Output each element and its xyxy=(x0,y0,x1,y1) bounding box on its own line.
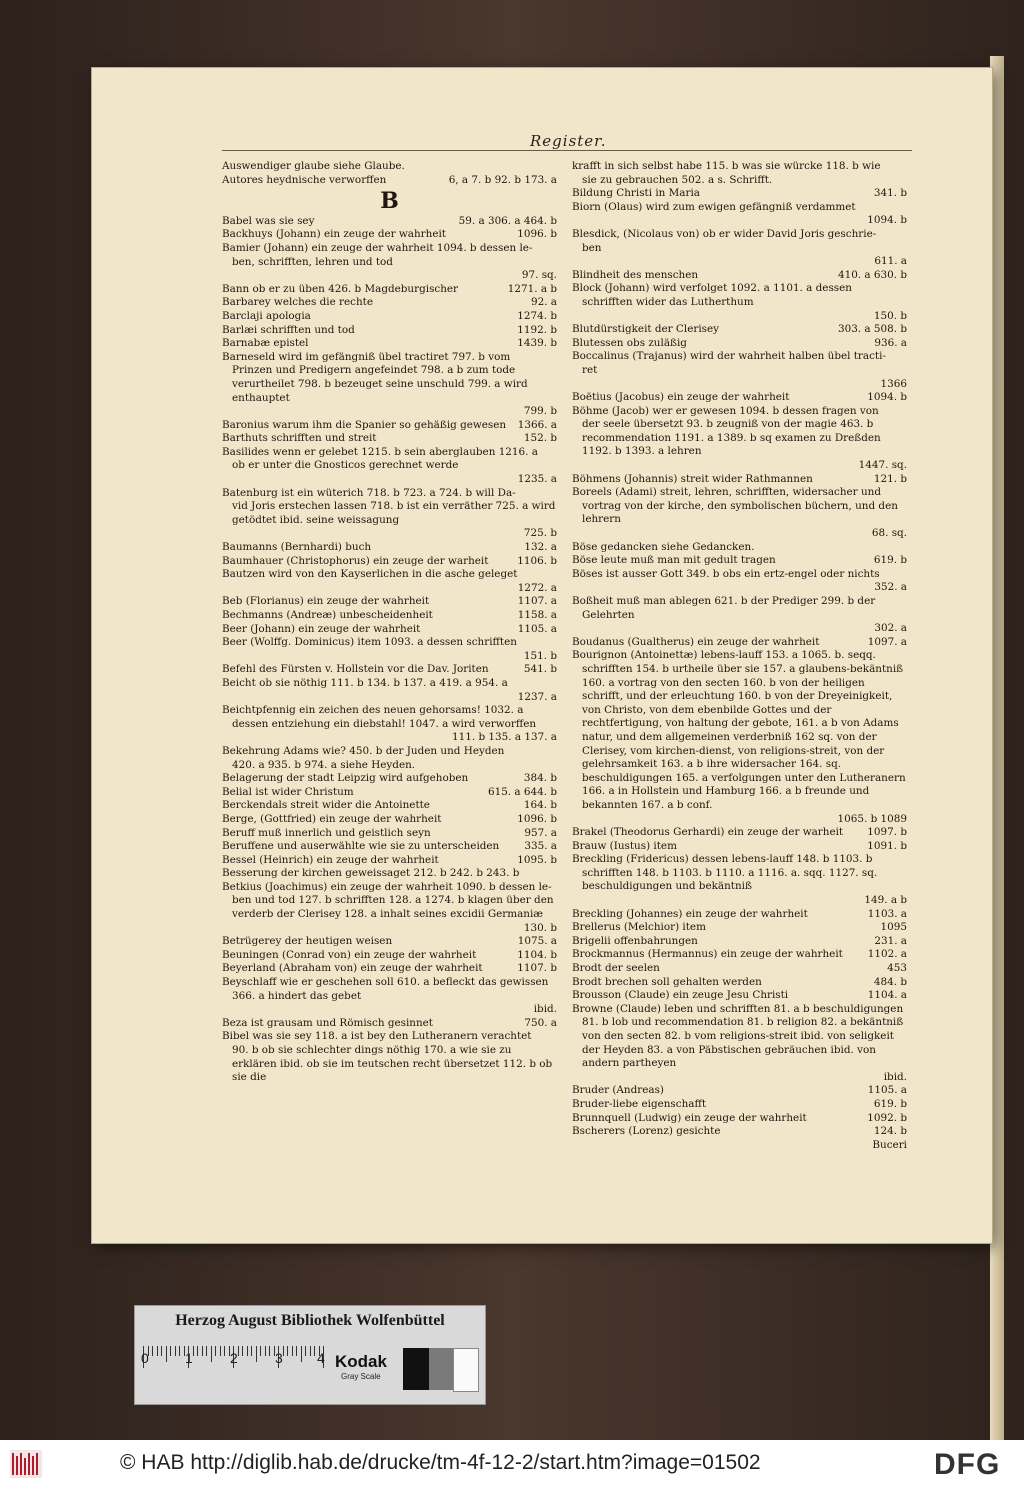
ruler-number: 0 xyxy=(141,1350,149,1366)
entry-continuation: vortrag von der kirche, den symbolischen büchern, und den lehrern xyxy=(582,499,898,526)
entry-pages: 384. b xyxy=(523,772,557,785)
entry-pages: 1235. a xyxy=(517,473,557,486)
entry-pages: 725. b xyxy=(523,527,557,540)
index-entry xyxy=(222,337,557,351)
index-entry xyxy=(222,976,557,1017)
index-entry xyxy=(222,351,557,419)
index-entry xyxy=(222,324,557,338)
entry-pages: 1095. b xyxy=(517,853,557,866)
source-caption: © HAB http://diglib.hab.de/drucke/tm-4f-12-2/start.htm?image=01502 xyxy=(120,1451,761,1474)
entry-pages: 132. a xyxy=(524,541,557,554)
entry-text: Blesdick, (Nicolaus von) ob er wider David Joris geschrie- xyxy=(572,227,877,240)
entry-text: Bscherers (Lorenz) gesichte xyxy=(572,1125,721,1138)
index-entry xyxy=(572,840,907,854)
entry-text: Brigelii offenbahrungen xyxy=(572,934,698,947)
index-entry xyxy=(572,853,907,907)
next-page-edge xyxy=(990,56,1004,1456)
ruler-tick xyxy=(287,1346,288,1356)
ruler-tick xyxy=(296,1346,297,1356)
entry-pages: Buceri xyxy=(872,1138,907,1151)
index-entry xyxy=(222,215,557,229)
entry-pages: 152. b xyxy=(523,432,557,445)
entry-pages: 1366. a xyxy=(517,418,557,431)
index-entry xyxy=(222,174,557,188)
entry-pages: 1075. a xyxy=(517,935,557,948)
entry-text: Barnabæ epistel xyxy=(222,337,309,350)
entry-continuation: 420. a 935. b 974. a siehe Heyden. xyxy=(232,758,416,771)
index-entry xyxy=(572,1139,907,1153)
entry-text: Beruffene und auserwählte wie sie zu unterscheiden xyxy=(222,840,500,853)
entry-text: Belial ist wider Christum xyxy=(222,785,354,798)
entry-pages: 97. sq. xyxy=(521,269,557,282)
ruler-tick xyxy=(305,1346,306,1356)
ruler-tick xyxy=(301,1346,302,1362)
entry-text: Bruder (Andreas) xyxy=(572,1084,664,1097)
entry-text: Barbarey welches die rechte xyxy=(222,296,373,309)
ruler-tick xyxy=(175,1346,176,1356)
entry-text: Browne (Claude) leben und schrifften 81. a b beschuldigungen xyxy=(572,1002,904,1015)
entry-pages: 1271. a b xyxy=(507,282,557,295)
entry-pages: 484. b xyxy=(873,975,907,988)
entry-text: Babel was sie sey xyxy=(222,214,315,227)
ruler-number: 4 xyxy=(317,1350,325,1366)
index-entry xyxy=(222,487,557,541)
entry-continuation: schrifften wider das Lutherthum xyxy=(582,295,754,308)
entry-text: Block (Johann) wird verfolget 1092. a 1101. a dessen xyxy=(572,282,852,295)
barcode-icon xyxy=(10,1450,42,1478)
entry-pages: 1097. a xyxy=(867,635,907,648)
entry-text: Breckling (Johannes) ein zeuge der wahrheit xyxy=(572,907,808,920)
entry-text: Boudanus (Gualtherus) ein zeuge der wahrheit xyxy=(572,635,820,648)
index-entry xyxy=(572,935,907,949)
index-entry xyxy=(572,1112,907,1126)
entry-pages: 68. sq. xyxy=(871,527,907,540)
entry-text: Baumanns (Bernhardi) buch xyxy=(222,541,372,554)
index-entry xyxy=(222,1030,557,1084)
entry-text: Bourignon (Antoinettæ) lebens-lauff 153. a 1065. b. seqq. xyxy=(572,649,876,662)
ruler-tick xyxy=(247,1346,248,1356)
entry-continuation: Gelehrten xyxy=(582,608,635,621)
entry-continuation: ret xyxy=(582,363,598,376)
index-entry xyxy=(222,786,557,800)
entry-pages: 6, a 7. b 92. b 173. a xyxy=(448,173,557,186)
entry-continuation: ben, schrifften, lehren und tod xyxy=(232,255,393,268)
index-entry xyxy=(222,296,557,310)
ruler-tick xyxy=(211,1346,212,1362)
entry-text: Biorn (Olaus) wird zum ewigen gefängniß verdammet xyxy=(572,200,856,213)
gray-patch-mid xyxy=(429,1348,453,1390)
entry-text: Boßheit muß man ablegen 621. b der Prediger 299. b der xyxy=(572,595,876,607)
entry-text: Böse leute muß man mit gedult tragen xyxy=(572,554,776,567)
entry-pages: 615. a 644. b xyxy=(487,785,557,798)
index-entry xyxy=(222,881,557,935)
entry-pages: 619. b xyxy=(873,1097,907,1110)
dfg-logo: DFG xyxy=(934,1448,1001,1481)
entry-text: Berge, (Gottfried) ein zeuge der wahrheit xyxy=(222,812,442,825)
index-entry xyxy=(572,948,907,962)
entry-text: Beza ist grausam und Römisch gesinnet xyxy=(222,1016,433,1029)
entry-pages: 1439. b xyxy=(517,337,557,350)
section-letter: B xyxy=(380,188,399,215)
index-entry xyxy=(572,269,907,283)
entry-pages: 1096. b xyxy=(517,812,557,825)
entry-pages: 957. a xyxy=(524,826,557,839)
entry-text: Baronius warum ihm die Spanier so gehäßig gewesen xyxy=(222,418,507,431)
gray-scale-label: Gray Scale xyxy=(341,1372,381,1381)
ruler-tick xyxy=(215,1346,216,1356)
entry-continuation: 366. a hindert das gebet xyxy=(232,989,362,1002)
entry-text: Boccalinus (Trajanus) wird der wahrheit halben übel tracti- xyxy=(572,350,886,363)
ruler-tick xyxy=(170,1346,171,1356)
entry-text: Boreels (Adami) streit, lehren, schrifften, widersacher und xyxy=(572,486,881,499)
entry-pages: 151. b xyxy=(523,649,557,662)
entry-text: Bechmanns (Andreæ) unbescheidenheit xyxy=(222,609,433,621)
entry-pages: 453 xyxy=(887,962,907,975)
entry-text: Blindheit des menschen xyxy=(572,268,699,281)
index-entry xyxy=(572,568,907,595)
entry-text: Beuningen (Conrad von) ein zeuge der wahrheit xyxy=(222,948,477,961)
entry-pages: 1094. b xyxy=(867,214,907,227)
entry-pages: 1104. a xyxy=(867,989,907,1002)
index-entry xyxy=(222,283,557,297)
ruler-tick xyxy=(314,1346,315,1356)
header-rule xyxy=(222,150,912,151)
entry-text: Bautzen wird von den Kayserlichen in die asche geleget xyxy=(222,568,518,581)
entry-text: Beer (Wolffg. Dominicus) item 1093. a dessen schrifften xyxy=(222,636,517,649)
entry-text: Böses ist ausser Gott 349. b obs ein ertz-engel oder nichts xyxy=(572,567,880,580)
index-entry xyxy=(222,419,557,433)
index-entry xyxy=(572,1098,907,1112)
entry-text: Beyerland (Abraham von) ein zeuge der wahrheit xyxy=(222,962,483,975)
entry-text: Blutdürstigkeit der Clerisey xyxy=(572,323,720,336)
footer-bar xyxy=(0,1440,1024,1487)
ruler-tick xyxy=(260,1346,261,1356)
entry-text: Autores heydnische verworffen xyxy=(222,173,387,186)
entry-text: Brockmannus (Hermannus) ein zeuge der wahrheit xyxy=(572,948,843,961)
index-entry xyxy=(222,432,557,446)
index-entry xyxy=(572,921,907,935)
index-entry xyxy=(222,827,557,841)
entry-pages: 1091. b xyxy=(867,839,907,852)
entry-pages: 352. a xyxy=(874,581,907,594)
entry-pages: 1274. b xyxy=(517,309,557,322)
entry-text: Böse gedancken siehe Gedancken. xyxy=(572,540,755,553)
entry-pages: 1104. b xyxy=(517,948,557,961)
index-entry xyxy=(222,677,557,704)
entry-text: Belagerung der stadt Leipzig wird aufgehoben xyxy=(222,772,469,785)
entry-pages: 1106. b xyxy=(517,554,557,567)
entry-text: Barthuts schrifften und streit xyxy=(222,432,377,445)
entry-text: Böhme (Jacob) wer er gewesen 1094. b dessen fragen von xyxy=(572,404,879,417)
entry-text: Beb (Florianus) ein zeuge der wahrheit xyxy=(222,595,430,608)
entry-text: Blutessen obs zuläßig xyxy=(572,336,687,349)
ruler-tick xyxy=(157,1346,158,1356)
entry-text: Beichtpfennig ein zeichen des neuen gehorsams! 1032. a xyxy=(222,704,524,717)
index-entry xyxy=(572,595,907,636)
index-entry xyxy=(572,228,907,269)
index-entry xyxy=(572,649,907,826)
entry-pages: 1158. a xyxy=(517,609,557,621)
entry-continuation: sie zu gebrauchen 502. a s. Schrifft. xyxy=(582,173,773,186)
ruler-tick xyxy=(197,1346,198,1356)
entry-text: Baumhauer (Christophorus) ein zeuge der warheit xyxy=(222,554,489,567)
entry-pages: 150. b xyxy=(873,309,907,322)
index-entry xyxy=(572,486,907,540)
entry-pages: 619. b xyxy=(873,554,907,567)
index-entry xyxy=(572,350,907,391)
entry-pages: ibid. xyxy=(533,1003,557,1016)
entry-pages: 1102. a xyxy=(867,948,907,961)
entry-text: Brodt der seelen xyxy=(572,962,660,975)
index-entry xyxy=(222,840,557,854)
ruler-tick xyxy=(292,1346,293,1356)
entry-pages: 611. a xyxy=(874,255,907,268)
index-entry xyxy=(572,826,907,840)
index-entry xyxy=(572,473,907,487)
index-entry xyxy=(222,609,557,623)
entry-continuation: schrifften 148. b 1103. b 1110. a 1116. a. sqq. 1127. sq. beschuldigungen und bekäntniß xyxy=(582,866,878,893)
entry-pages: 1095 xyxy=(880,921,907,934)
index-entry xyxy=(222,813,557,827)
running-head: Register. xyxy=(530,132,607,150)
index-entry xyxy=(222,962,557,976)
index-entry xyxy=(222,446,557,487)
index-entry xyxy=(222,595,557,609)
index-entry xyxy=(572,976,907,990)
index-entry xyxy=(222,867,557,881)
index-entry xyxy=(572,337,907,351)
entry-text: Breckling (Fridericus) dessen lebens-lauff 148. b 1103. b xyxy=(572,853,873,866)
color-target xyxy=(134,1305,486,1405)
index-entry xyxy=(572,1125,907,1139)
index-entry xyxy=(572,1084,907,1098)
entry-text: Brellerus (Melchior) item xyxy=(572,921,706,934)
entry-pages: 111. b 135. a 137. a xyxy=(452,731,557,744)
entry-pages: 231. a xyxy=(874,934,907,947)
index-entry xyxy=(222,242,557,283)
ruler-tick xyxy=(202,1346,203,1356)
index-entry xyxy=(222,160,557,174)
entry-pages: 750. a xyxy=(524,1016,557,1029)
index-entry xyxy=(572,201,907,228)
entry-continuation: der seele übersetzt 93. b zeugniß von der magie 463. b recommendation 1191. a 1389. b sq examen zu Dreßden 1192. b 1393. a lehren xyxy=(582,418,881,458)
index-entry xyxy=(222,228,557,242)
index-entry xyxy=(222,854,557,868)
ruler-tick xyxy=(251,1346,252,1356)
ruler-tick xyxy=(161,1346,162,1356)
entry-pages: 1105. a xyxy=(517,622,557,635)
index-entry xyxy=(222,745,557,772)
entry-text: Betkius (Joachimus) ein zeuge der wahrheit 1090. b dessen le- xyxy=(222,880,552,893)
entry-pages: 302. a xyxy=(874,622,907,635)
ruler-number: 3 xyxy=(275,1350,283,1366)
ruler-tick xyxy=(269,1346,270,1356)
entry-pages: 124. b xyxy=(873,1125,907,1138)
entry-pages: 335. a xyxy=(524,840,557,853)
entry-pages: 1094. b xyxy=(867,391,907,404)
entry-continuation: schrifften 154. b urtheile über sie 157. a glaubens-bekäntniß 160. a vortrag von den secten 160. b von der heiligen schrifft, und der erleuchtung 160. b von der Dreyeinigkeit, von Christo, von dem ebenbilde Gottes und der rechtfertigung, von haltung der gebote, 161. a b von Adams natur, und dem allgemeinen verderbniß 162 sq. von der Clerisey, vom kirchen-dienst, von religions-streit, von der gelehrsamkeit 163. a b ihre widersacher 164. sq. beschuldigungen 165. a verfolgungen unter den Lutheranern 166. a in Hollstein und Hamburg 166. a b freunde und bekannten 167. a b conf. xyxy=(582,662,906,811)
ruler-tick xyxy=(179,1346,180,1356)
ruler-tick xyxy=(206,1346,207,1356)
entry-pages: 341. b xyxy=(873,187,907,200)
entry-pages: 936. a xyxy=(874,336,907,349)
entry-text: Berckendals streit wider die Antoinette xyxy=(222,799,430,812)
index-entry xyxy=(572,636,907,650)
entry-text: Barclaji apologia xyxy=(222,309,311,322)
entry-text: Bruder-liebe eigenschafft xyxy=(572,1097,707,1110)
entry-continuation: 81. b lob und recommendation 81. b religion 82. a bekäntniß von den secten 82. b vom religions-streit ibid. von seligkeit der Heyden 83. a von Päbstischen gebräuchen ibid. von andern partheyen xyxy=(582,1016,904,1070)
library-name: Herzog August Bibliothek Wolfenbüttel xyxy=(175,1312,445,1329)
gray-patch-white xyxy=(453,1348,479,1392)
entry-text: krafft in sich selbst habe 115. b was sie würcke 118. b wie xyxy=(572,160,881,172)
entry-text: Boëtius (Jacobus) ein zeuge der wahrheit xyxy=(572,391,790,404)
ruler-tick xyxy=(166,1346,167,1362)
entry-pages: 1103. a xyxy=(867,907,907,920)
ruler-tick xyxy=(224,1346,225,1356)
entry-text: Böhmens (Johannis) streit wider Rathmannen xyxy=(572,472,813,485)
entry-text: Backhuys (Johann) ein zeuge der wahrheit xyxy=(222,228,446,241)
ruler-tick xyxy=(265,1346,266,1356)
entry-text: Bessel (Heinrich) ein zeuge der wahrheit xyxy=(222,853,439,866)
index-entry xyxy=(572,282,907,323)
entry-continuation: ben xyxy=(582,241,602,254)
index-entry xyxy=(572,405,907,473)
entry-pages: 59. a 306. a 464. b xyxy=(458,214,557,227)
index-column-right xyxy=(572,160,907,1152)
index-entry xyxy=(222,623,557,637)
entry-text: Brakel (Theodorus Gerhardi) ein zeuge der warheit xyxy=(572,826,844,839)
index-entry xyxy=(572,541,907,555)
entry-pages: 1107. a xyxy=(517,595,557,608)
entry-text: Befehl des Fürsten v. Hollstein vor die Dav. Joriten xyxy=(222,663,489,676)
entry-text: Brodt brechen soll gehalten werden xyxy=(572,975,762,988)
entry-continuation: ben und tod 127. b schrifften 128. a 1274. b klagen über den verderb der Clerisey 128. a inhalt seines excidii Germaniæ xyxy=(232,894,554,921)
ruler-number: 2 xyxy=(230,1350,238,1366)
entry-pages: 149. a b xyxy=(864,894,907,907)
index-entry xyxy=(572,160,907,187)
ruler-tick xyxy=(310,1346,311,1356)
index-entry xyxy=(222,772,557,786)
entry-pages: 1092. b xyxy=(867,1111,907,1124)
entry-pages: 1272. a xyxy=(517,581,557,594)
entry-pages: 130. b xyxy=(523,921,557,934)
index-entry xyxy=(222,949,557,963)
ruler-tick xyxy=(152,1346,153,1356)
entry-text: Bann ob er zu üben 426. b Magdeburgischer xyxy=(222,282,459,295)
entry-pages: 541. b xyxy=(523,663,557,676)
entry-pages: 121. b xyxy=(873,472,907,485)
entry-text: Beruff muß innerlich und geistlich seyn xyxy=(222,826,431,839)
entry-text: Bildung Christi in Maria xyxy=(572,187,700,200)
index-entry xyxy=(572,1003,907,1085)
entry-continuation: vid Joris erstechen lassen 718. b ist ein verräther 725. a wird getödtet ibid. seine weissagung xyxy=(232,500,556,526)
entry-pages: ibid. xyxy=(883,1070,907,1083)
index-entry xyxy=(222,568,557,595)
entry-pages: 1192. b xyxy=(517,323,557,336)
entry-text: Brauw (Iustus) item xyxy=(572,839,677,852)
index-entry xyxy=(572,908,907,922)
index-column-left xyxy=(222,160,557,1085)
index-entry xyxy=(222,1017,557,1031)
entry-pages: 1096. b xyxy=(517,228,557,241)
entry-text: Brunnquell (Ludwig) ein zeuge der wahrheit xyxy=(572,1111,807,1124)
index-entry xyxy=(572,323,907,337)
entry-text: Bamier (Johann) ein zeuge der wahrheit 1094. b dessen le- xyxy=(222,241,533,254)
entry-continuation: Prinzen und Predigern angefeindet 798. a b zum tode verurtheilet 798. b bezeuget seine unschuld 799. a wird enthauptet xyxy=(232,364,528,404)
entry-pages: 1366 xyxy=(880,377,907,390)
index-entry xyxy=(222,636,557,663)
entry-pages: 92. a xyxy=(530,296,557,309)
index-entry xyxy=(572,554,907,568)
entry-pages: 1237. a xyxy=(517,690,557,703)
entry-text: Brousson (Claude) ein zeuge Jesu Christi xyxy=(572,989,789,1002)
entry-text: Auswendiger glaube siehe Glaube. xyxy=(222,160,405,172)
kodak-logo: Kodak xyxy=(335,1352,387,1371)
ruler-tick xyxy=(256,1346,257,1362)
gray-patch-black xyxy=(403,1348,429,1390)
entry-text: Beicht ob sie nöthig 111. b 134. b 137. a 419. a 954. a xyxy=(222,676,508,689)
entry-continuation: 90. b ob sie schlechter dings nöthig 170. a wie sie zu erklären ibid. ob sie im teutschen recht übersetzet 112. b ob sie die xyxy=(232,1044,553,1084)
index-entry xyxy=(222,663,557,677)
index-entry xyxy=(222,935,557,949)
entry-text: Betrügerey der heutigen weisen xyxy=(222,935,393,948)
index-entry xyxy=(222,555,557,569)
index-entry xyxy=(222,704,557,745)
entry-pages: 410. a 630. b xyxy=(837,268,907,281)
entry-continuation: dessen entziehung ein diebstahl! 1047. a wird verworffen xyxy=(232,717,537,730)
index-entry xyxy=(222,310,557,324)
entry-pages: 1065. b 1089 xyxy=(837,812,907,825)
ruler-number: 1 xyxy=(185,1350,193,1366)
entry-text: Bibel was sie sey 118. a ist bey den Lutheranern verachtet xyxy=(222,1030,532,1043)
entry-text: Batenburg ist ein wüterich 718. b 723. a 724. b will Da- xyxy=(222,486,516,499)
entry-text: Basilides wenn er gelebet 1215. b sein aberglauben 1216. a xyxy=(222,445,538,458)
index-entry xyxy=(572,187,907,201)
entry-text: Beyschlaff wie er geschehen soll 610. a befleckt das gewissen xyxy=(222,976,549,989)
index-entry xyxy=(572,962,907,976)
entry-pages: 1447. sq. xyxy=(858,459,907,472)
index-entry xyxy=(572,989,907,1003)
entry-text: Beer (Johann) ein zeuge der wahrheit xyxy=(222,622,421,635)
ruler-tick xyxy=(242,1346,243,1356)
entry-pages: 1107. b xyxy=(517,962,557,975)
entry-text: Besserung der kirchen geweissaget 212. b 242. b 243. b xyxy=(222,867,520,880)
entry-pages: 1097. b xyxy=(867,826,907,839)
entry-text: Barneseld wird im gefängniß übel tractiret 797. b vom xyxy=(222,350,511,363)
entry-text: Barlæi schrifften und tod xyxy=(222,323,355,336)
entry-pages: 303. a 508. b xyxy=(837,323,907,336)
index-entry xyxy=(222,541,557,555)
entry-continuation: ob er unter die Gnosticos gerechnet werde xyxy=(232,459,459,472)
index-entry xyxy=(222,799,557,813)
entry-pages: 799. b xyxy=(523,405,557,418)
entry-pages: 164. b xyxy=(523,799,557,812)
entry-text: Bekehrung Adams wie? 450. b der Juden und Heyden xyxy=(222,744,505,757)
index-entry xyxy=(572,391,907,405)
ruler-tick xyxy=(220,1346,221,1356)
entry-pages: 1105. a xyxy=(867,1084,907,1097)
